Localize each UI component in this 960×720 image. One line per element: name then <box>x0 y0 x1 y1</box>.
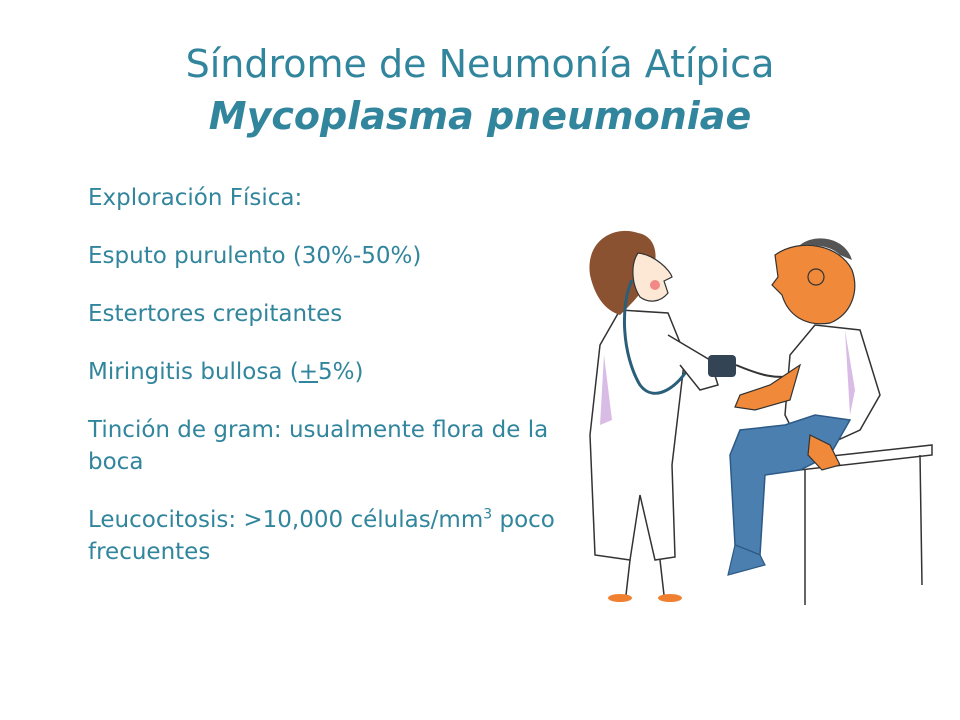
slide-title: Síndrome de Neumonía Atípica <box>185 42 775 86</box>
content-list <box>88 182 558 594</box>
plus-minus-underlined: + <box>298 359 319 385</box>
list-item-estertores: Estertores crepitantes <box>88 301 343 327</box>
doctor-patient-cartoon-icon <box>560 215 940 610</box>
list-item-leucocitosis: Leucocitosis: >10,000 células/$mm^3$ poco frecuentes <box>88 506 555 565</box>
slide-subtitle: Mycoplasma pneumoniae <box>208 94 752 138</box>
slide-title-block <box>0 38 960 142</box>
list-item-esputo: Esputo purulento (30%-50%) <box>88 243 422 269</box>
content-heading: Exploración Física: <box>88 185 303 211</box>
list-item-tincion: Tinción de gram: usualmente flora de la boca <box>88 417 549 475</box>
list-item-miringitis: Miringitis bullosa (+5%) <box>88 359 364 385</box>
